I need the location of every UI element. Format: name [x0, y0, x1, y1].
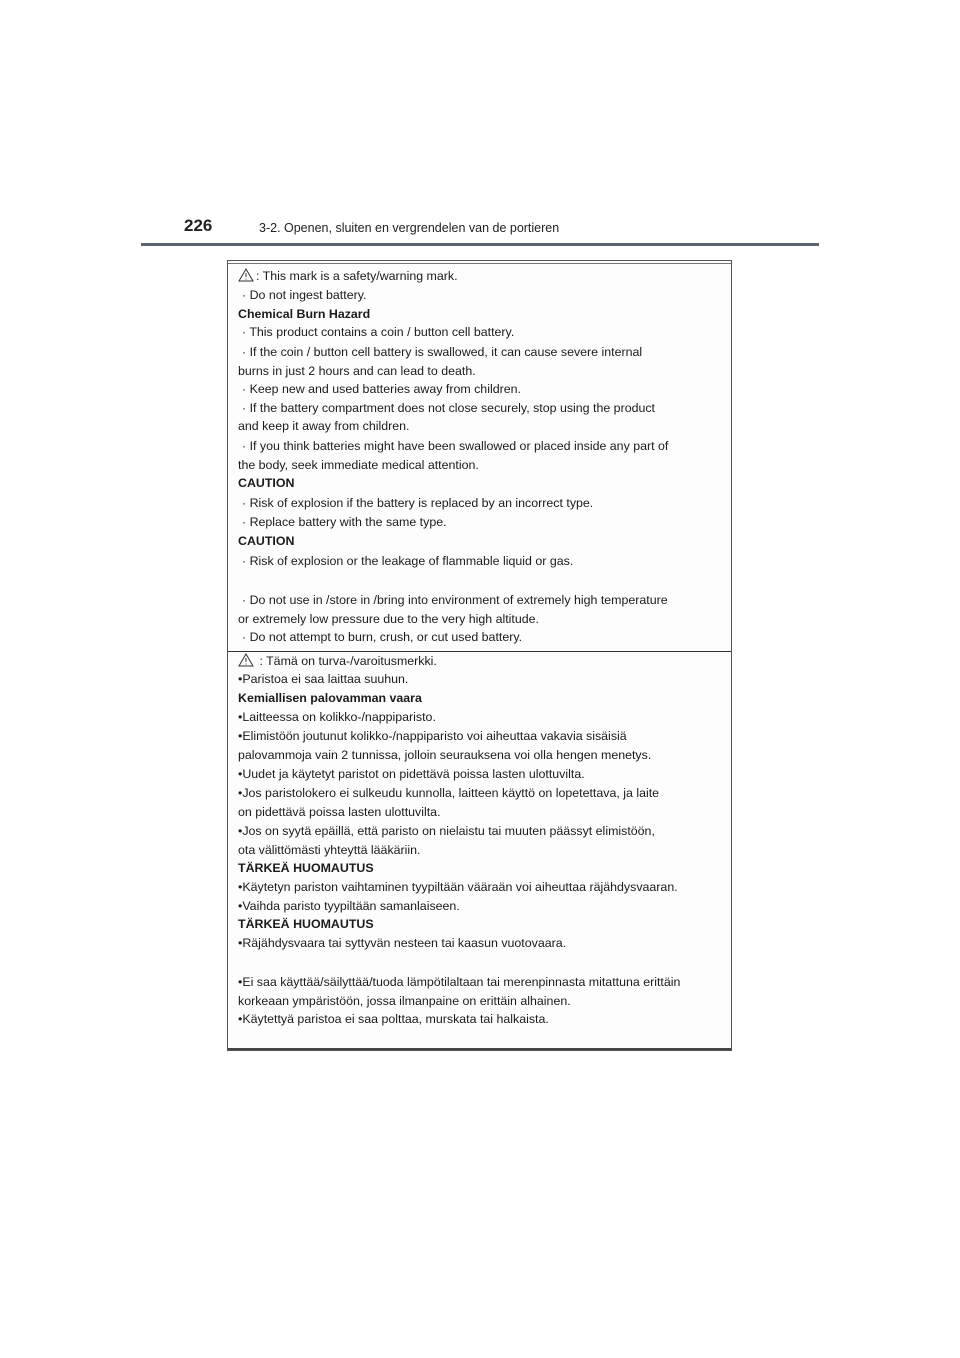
warning-line-text: · Do not ingest battery. — [242, 288, 367, 302]
warning-line — [242, 554, 573, 568]
warning-line — [238, 710, 436, 724]
warning-line-text: burns in just 2 hours and can lead to death. — [238, 364, 476, 378]
warning-line-text: · This product contains a coin / button cell battery. — [242, 325, 515, 339]
warning-line-text: •Elimistöön joutunut kolikko-/nappiparisto voi aiheuttaa vakavia sisäisiä — [238, 729, 627, 743]
warning-line-text: · Keep new and used batteries away from children. — [242, 382, 521, 396]
warning-line — [238, 767, 585, 781]
header-divider — [141, 243, 819, 246]
warning-line-text: · Do not attempt to burn, crush, or cut used battery. — [242, 630, 523, 644]
warning-line-text: : This mark is a safety/warning mark. — [256, 269, 458, 283]
warning-line — [242, 288, 366, 302]
warning-heading — [238, 691, 422, 705]
warning-line — [238, 729, 627, 743]
label-bottom-border — [228, 1048, 731, 1050]
warning-line-text: •Jos on syytä epäillä, että paristo on nielaistu tai muuten päässyt elimistöön, — [238, 824, 655, 838]
warning-line-text: TÄRKEÄ HUOMAUTUS — [238, 861, 374, 875]
warning-heading — [238, 534, 294, 548]
warning-triangle-icon — [238, 653, 254, 667]
warning-line — [242, 515, 447, 529]
warning-line-text: · If the battery compartment does not close securely, stop using the product — [242, 401, 656, 415]
warning-line-text: •Vaihda paristo tyypiltään samanlaiseen. — [238, 899, 460, 913]
warning-heading — [238, 476, 294, 490]
warning-line-text: •Jos paristolokero ei sulkeudu kunnolla, laitteen käyttö on lopetettava, ja laite — [238, 786, 660, 800]
warning-line — [238, 458, 479, 472]
warning-line-text: •Laitteessa on kolikko-/nappiparisto. — [238, 710, 436, 724]
warning-line — [238, 880, 678, 894]
warning-line — [238, 899, 460, 913]
warning-line-text: · If you think batteries might have been swallowed or placed inside any part of — [242, 439, 669, 453]
english-warning-panel — [228, 261, 731, 651]
warning-line — [238, 975, 680, 989]
warning-line-text: TÄRKEÄ HUOMAUTUS — [238, 917, 374, 931]
warning-line — [238, 786, 659, 800]
warning-line-text: palovammoja vain 2 tunnissa, jolloin seurauksena voi olla hengen menetys. — [238, 748, 652, 762]
warning-line — [242, 496, 593, 510]
warning-line — [238, 612, 539, 626]
warning-line-text: •Ei saa käyttää/säilyttää/tuoda lämpötilaltaan tai merenpinnasta mitattuna erittäin — [238, 975, 681, 989]
warning-line-text: · Do not use in /store in /bring into environment of extremely high temperature — [242, 593, 668, 607]
warning-line-text: the body, seek immediate medical attention. — [238, 458, 479, 472]
warning-line — [238, 936, 566, 950]
warning-line-text: •Paristoa ei saa laittaa suuhun. — [238, 672, 409, 686]
warning-line — [238, 805, 441, 819]
warning-heading — [238, 307, 370, 321]
warning-line — [242, 325, 514, 339]
warning-heading — [238, 861, 374, 875]
warning-line — [238, 364, 476, 378]
warning-triangle-icon — [238, 268, 254, 282]
warning-line — [238, 1012, 549, 1026]
section-title: 3-2. Openen, sluiten en vergrendelen van de portieren — [259, 221, 560, 235]
warning-line-text: and keep it away from children. — [238, 419, 410, 433]
warning-line — [238, 419, 410, 433]
warning-line — [238, 994, 571, 1008]
warning-line — [242, 593, 668, 607]
warning-line — [242, 345, 642, 359]
warning-line-text: on pidettävä poissa lasten ulottuvilta. — [238, 805, 441, 819]
warning-line — [242, 401, 655, 415]
warning-heading — [238, 917, 374, 931]
page-header — [0, 0, 960, 250]
warning-line-text: · If the coin / button cell battery is swallowed, it can cause severe internal — [242, 345, 643, 359]
finnish-warning-panel — [228, 651, 731, 1051]
warning-line-text: Kemiallisen palovamman vaara — [238, 691, 422, 705]
warning-line-text: or extremely low pressure due to the very high altitude. — [238, 612, 539, 626]
warning-line — [242, 382, 521, 396]
warning-line-text: · Replace battery with the same type. — [242, 515, 447, 529]
page-number: 226 — [184, 216, 213, 235]
warning-line-text: •Käytettyä paristoa ei saa polttaa, murskata tai halkaista. — [238, 1012, 549, 1026]
warning-line-text: •Uudet ja käytetyt paristot on pidettävä poissa lasten ulottuvilta. — [238, 767, 585, 781]
warning-line — [242, 439, 668, 453]
warning-line-text: Chemical Burn Hazard — [238, 307, 371, 321]
warning-line-text: CAUTION — [238, 534, 295, 548]
warning-line-text: •Käytetyn pariston vaihtaminen tyypiltään vääraän voi aiheuttaa räjähdysvaaran. — [238, 880, 678, 894]
warning-line-text: · Risk of explosion or the leakage of flammable liquid or gas. — [242, 554, 574, 568]
warning-line-text: · Risk of explosion if the battery is replaced by an incorrect type. — [242, 496, 594, 510]
warning-line-text: : Tämä on turva-/varoitusmerkki. — [256, 654, 437, 668]
scanned-warning-label — [227, 260, 732, 1051]
warning-line — [238, 843, 421, 857]
warning-line-text: ota välittömästi yhteyttä lääkäriin. — [238, 843, 421, 857]
warning-line — [238, 824, 655, 838]
warning-line — [238, 653, 437, 668]
warning-line-text: CAUTION — [238, 476, 295, 490]
warning-line — [238, 268, 458, 283]
warning-line-text: •Räjähdysvaara tai syttyvän nesteen tai kaasun vuotovaara. — [238, 936, 567, 950]
warning-line — [242, 630, 522, 644]
warning-line-text: korkeaan ympäristöön, jossa ilmanpaine on erittäin alhainen. — [238, 994, 571, 1008]
warning-line — [238, 672, 408, 686]
warning-line — [238, 748, 651, 762]
